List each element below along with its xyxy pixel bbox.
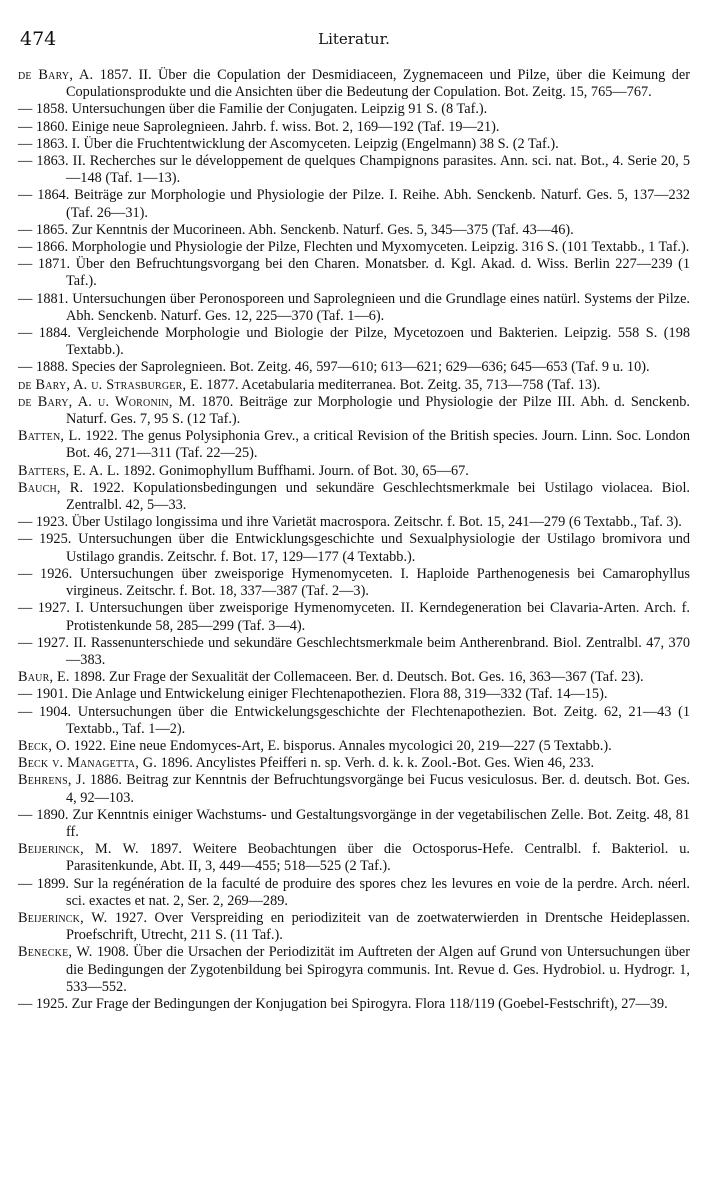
reference-text: — 1925. Zur Frage der Bedingungen der Konjugation bei Spirogyra. Flora 118/119 (Goebel-Festschrift), 27—39. (18, 995, 668, 1012)
reference-text: 1892. Gonimophyllum Buffhami. Journ. of Bot. 30, 65—67. (119, 462, 469, 479)
reference-text: — 1899. Sur la regénération de la faculté de produire des spores chez les levures en voie de la perdre. Arch. néerl. sci. exactes et nat. 2, Ser. 2, 269—289. (18, 875, 690, 909)
reference-entry (18, 531, 690, 565)
reference-text: — 1881. Untersuchungen über Peronosporeen und Saprolegnieen und die Grundlage eines natürl. Systems der Pilze. Abh. Senckenb. Naturf. Ges. 12, 225—370 (Taf. 1—6). (18, 290, 690, 324)
reference-text: — 1865. Zur Kenntnis der Mucorineen. Abh. Senckenb. Naturf. Ges. 5, 345—375 (Taf. 43—46). (18, 221, 574, 238)
reference-entry (18, 187, 690, 221)
reference-text: — 1925. Untersuchungen über die Entwicklungsgeschichte und Sexualphysiologie der Ustilago bromivora und Ustilago grandis. Zeitschr. f. Bot. 17, 129—177 (4 Textabb.). (18, 531, 690, 565)
reference-entry (18, 566, 690, 600)
reference-entry (18, 377, 690, 394)
reference-entry (18, 738, 690, 755)
reference-entry (18, 136, 690, 153)
reference-list (18, 67, 690, 1013)
reference-entry (18, 239, 690, 256)
reference-author: de Bary, A. (18, 67, 94, 83)
reference-entry (18, 996, 690, 1013)
bibliography-page (18, 0, 690, 1200)
reference-author: de Bary, A. u. Strasburger, E. (18, 376, 203, 393)
reference-text: — 1863. II. Recherches sur le développement de quelques Champignons parasites. Ann. sci. nat. Bot., 4. Serie 20, 5—148 (Taf. 1—13). (18, 153, 690, 187)
reference-text: — 1890. Zur Kenntnis einiger Wachstums- und Gestaltungsvorgänge in der vegetabilischen Zelle. Bot. Zeitg. 48, 81 ff. (18, 806, 690, 840)
reference-text: 1922. Eine neue Endomyces-Art, E. bisporus. Annales mycologici 20, 219—227 (5 Textabb.). (70, 737, 612, 754)
reference-text: — 1904. Untersuchungen über die Entwickelungsgeschichte der Flechtenapothezien. Bot. Zeitg. 62, 21—43 (1 Textabb., Taf. 1—2). (18, 703, 690, 737)
reference-entry (18, 67, 690, 101)
reference-entry (18, 153, 690, 187)
reference-text: 1857. II. Über die Copulation der Desmidiaceen, Zygnemaceen und Pilze, über die Keimung der Copulationsprodukte und die Ansichten über die Bedeutung der Copulation. Bot. Zeitg. 15, 765—767. (66, 67, 691, 101)
reference-author: Beck v. Managetta, G. (18, 755, 158, 772)
reference-text: — 1864. Beiträge zur Morphologie und Physiologie der Pilze. I. Reihe. Abh. Senckenb. Naturf. Ges. 5, 137—232 (Taf. 26—31). (18, 187, 690, 221)
reference-text: 1877. Acetabularia mediterranea. Bot. Zeitg. 35, 713—758 (Taf. 13). (202, 376, 601, 393)
reference-entry (18, 325, 690, 359)
reference-text: — 1863. I. Über die Fruchtentwicklung der Ascomyceten. Leipzig (Engelmann) 38 S. (2 Taf.). (18, 135, 559, 152)
reference-entry (18, 119, 690, 136)
reference-entry (18, 463, 690, 480)
reference-entry (18, 428, 690, 462)
reference-entry (18, 291, 690, 325)
reference-entry (18, 944, 690, 996)
reference-author: Beijerinck, W. (18, 909, 108, 926)
reference-text: — 1888. Species der Saprolegnieen. Bot. Zeitg. 46, 597—610; 613—621; 629—636; 645—653 (Taf. 9 u. 10). (18, 359, 650, 376)
reference-entry (18, 772, 690, 806)
reference-entry (18, 480, 690, 514)
reference-entry (18, 222, 690, 239)
reference-text: 1927. Over Verspreiding en periodiziteit van de zoetwaterwierden in Drentsche Heideplassen. Proefschrift, Utrecht, 211 S. (11 Taf.). (66, 909, 690, 944)
reference-text: — 1884. Vergleichende Morphologie und Biologie der Pilze, Mycetozoen und Bakterien. Leipzig. 558 S. (198 Textabb.). (18, 325, 690, 359)
reference-entry (18, 359, 690, 376)
reference-text: — 1871. Über den Befruchtungsvorgang bei den Charen. Monatsber. d. Kgl. Akad. d. Wiss. Berlin 227—239 (1 Taf.). (18, 256, 690, 290)
reference-author: Benecke, W. (18, 944, 93, 961)
reference-entry (18, 101, 690, 118)
reference-author: Beck, O. (18, 737, 71, 754)
reference-author: Bauch, R. (18, 479, 84, 496)
reference-text: 1870. Beiträge zur Morphologie und Physiologie der Pilze III. Abh. d. Senckenb. Naturf. Ges. 7, 95 S. (12 Taf.). (66, 393, 690, 428)
reference-text: — 1901. Die Anlage und Entwickelung einiger Flechtenapothezien. Flora 88, 319—332 (Taf. 14—15). (18, 686, 608, 703)
reference-entry (18, 755, 690, 772)
reference-entry (18, 807, 690, 841)
running-title: Literatur. (318, 30, 390, 48)
reference-text: — 1926. Untersuchungen über zweisporige Hymenomyceten. I. Haploide Parthenogenesis bei Camarophyllus virgineus. Zeitschr. f. Bot. 18, 337—387 (Taf. 2—3). (18, 565, 690, 600)
reference-text: — 1860. Einige neue Saprolegnieen. Jahrb. f. wiss. Bot. 2, 169—192 (Taf. 19—21). (18, 118, 500, 135)
reference-text: 1908. Über die Ursachen der Periodizität im Auftreten der Algen auf Grund von Untersuchungen über die Bedingungen der Zygotenbildung bei Spirogyra communis. Int. Revue d. Ges. Hydrobiol. u. Hydrogr. 1, 533—552. (66, 944, 690, 995)
reference-entry (18, 669, 690, 686)
reference-author: Batters, E. A. L. (18, 462, 120, 479)
reference-text: 1897. Weitere Beobachtungen über die Octosporus-Hefe. Centralbl. f. Bakteriol. u. Parasitenkunde, Abt. II, 3, 449—455; 518—525 (2 Taf.). (66, 841, 690, 875)
reference-author: Batten, L. (18, 428, 82, 445)
reference-entry (18, 841, 690, 875)
reference-entry (18, 600, 690, 634)
reference-text: — 1858. Untersuchungen über die Familie der Conjugaten. Leipzig 91 S. (8 Taf.). (18, 101, 488, 118)
reference-author: Beijerinck, M. W. (18, 841, 139, 858)
reference-entry (18, 686, 690, 703)
reference-entry (18, 876, 690, 910)
reference-text: 1896. Ancylistes Pfeifferi n. sp. Verh. d. k. k. Zool.-Bot. Ges. Wien 46, 233. (157, 755, 595, 772)
reference-entry (18, 704, 690, 738)
reference-entry (18, 394, 690, 428)
reference-entry (18, 256, 690, 290)
reference-text: 1886. Beitrag zur Kenntnis der Befruchtungsvorgänge bei Fucus vesiculosus. Ber. d. deutsch. Bot. Ges. 4, 92—103. (66, 772, 690, 806)
reference-text: — 1866. Morphologie und Physiologie der Pilze, Flechten und Myxomyceten. Leipzig. 316 S. (101 Textabb., 1 Taf.). (18, 239, 690, 256)
reference-author: Behrens, J. (18, 772, 86, 789)
reference-author: de Bary, A. u. Woronin, M. (18, 393, 196, 410)
reference-text: — 1927. II. Rassenunterschiede und sekundäre Geschlechtsmerkmale beim Antherenbrand. Biol. Zentralbl. 47, 370—383. (18, 634, 690, 668)
reference-author: Baur, E. (18, 669, 70, 686)
reference-text: 1922. The genus Polysiphonia Grev., a critical Revision of the British species. Journ. Linn. Soc. London Bot. 46, 271—311 (Taf. 22—25). (66, 428, 691, 462)
page-header (18, 20, 690, 48)
reference-entry (18, 514, 690, 531)
reference-text: — 1927. I. Untersuchungen über zweisporige Hymenomyceten. II. Kerndegeneration bei Clavaria-Arten. Arch. f. Protistenkunde 58, 285—299 (Taf. 3—4). (18, 600, 690, 634)
reference-text: 1922. Kopulationsbedingungen und sekundäre Geschlechtsmerkmale bei Ustilago violacea. Biol. Zentralbl. 42, 5—33. (66, 479, 690, 514)
page-number: 474 (20, 28, 57, 50)
reference-entry (18, 635, 690, 669)
reference-text: 1898. Zur Frage der Sexualität der Collemaceen. Ber. d. Deutsch. Bot. Ges. 16, 363—367 (Taf. 23). (69, 669, 644, 686)
reference-text: — 1923. Über Ustilago longissima und ihre Varietät macrospora. Zeitschr. f. Bot. 15, 241—279 (6 Textabb., Taf. 3). (18, 514, 682, 531)
reference-entry (18, 910, 690, 944)
